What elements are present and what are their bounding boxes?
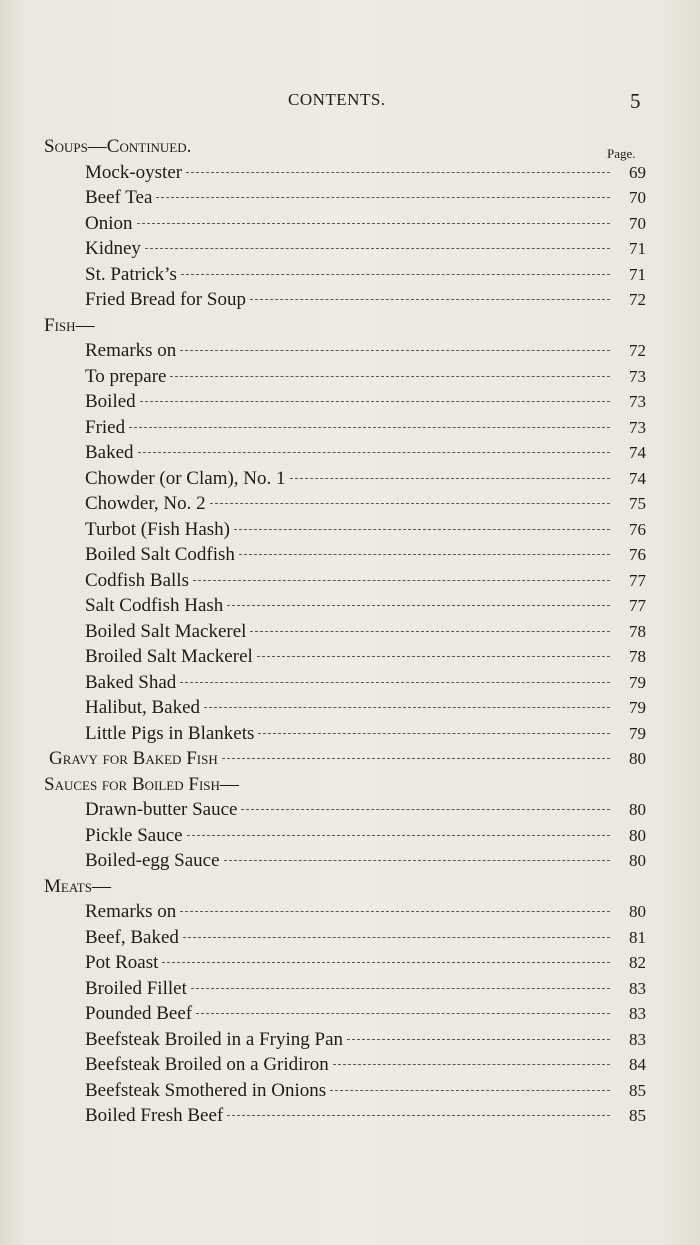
toc-entry [85, 848, 646, 873]
dot-leader [239, 554, 610, 555]
toc-entry [85, 568, 646, 593]
toc-entry-page: 85 [629, 1106, 646, 1125]
toc-entry-label: Beefsteak Broiled on a Gridiron [85, 1054, 329, 1075]
toc-entry-label: Turbot (Fish Hash) [85, 518, 230, 540]
toc-entry-page: 75 [629, 494, 646, 513]
dot-leader [162, 962, 610, 963]
toc-entry-page: 72 [629, 290, 646, 309]
toc-entry [85, 211, 646, 236]
toc-entry-page: 82 [629, 953, 646, 972]
toc-entry-page: 85 [629, 1080, 646, 1100]
dot-leader [224, 860, 610, 861]
toc-entry-page: 69 [629, 162, 646, 182]
toc-entry-label: Fried Bread for Soup [85, 289, 246, 310]
toc-entry-page: 73 [629, 392, 646, 411]
toc-entry-page: 70 [629, 213, 646, 233]
dot-leader [347, 1039, 610, 1040]
toc-entry-page: 77 [629, 596, 646, 615]
running-head [0, 90, 700, 116]
toc-entry [85, 823, 646, 848]
toc-entry-page: 78 [629, 621, 646, 641]
toc-entry-page: 79 [629, 672, 646, 692]
toc-entry-label: Boiled Salt Mackerel [85, 620, 247, 642]
dot-leader [187, 835, 610, 836]
toc-entry-label: Beefsteak Broiled in a Frying Pan [85, 1028, 344, 1050]
toc-entry-label: Halibut, Baked [85, 697, 201, 718]
toc-entry-page: 73 [629, 366, 646, 386]
dot-leader [227, 605, 610, 606]
toc-entry [85, 262, 646, 287]
dot-leader [181, 274, 610, 275]
dot-leader [129, 427, 610, 428]
toc-entry [85, 593, 646, 618]
dot-leader [257, 656, 610, 657]
toc-entry-label: Boiled Fresh Beef [85, 1105, 224, 1126]
toc-entry-page: 76 [629, 545, 646, 564]
toc-entry-label: Pounded Beef [85, 1003, 193, 1024]
toc-entry-label: Boiled [85, 391, 136, 412]
section-heading: Fish— [44, 314, 95, 336]
dot-leader [258, 733, 610, 734]
toc-entry-label: Boiled-egg Sauce [85, 850, 220, 871]
dot-leader [227, 1115, 610, 1116]
toc-entry-page: 71 [629, 239, 646, 258]
dot-leader [156, 197, 610, 198]
toc-entry-label: Onion [85, 212, 133, 234]
toc-entry-label: Fried [85, 416, 126, 438]
dot-leader [290, 478, 610, 479]
toc-entry-page: 80 [629, 851, 646, 870]
dot-leader [140, 401, 610, 402]
toc-entry [85, 466, 646, 491]
toc-entry-label: Baked [85, 442, 134, 463]
toc-entry-label: Little Pigs in Blankets [85, 722, 255, 744]
toc-entry-label: Chowder (or Clam), No. 1 [85, 467, 286, 489]
toc-entry-label: Chowder, No. 2 [85, 493, 206, 514]
dot-leader [210, 503, 610, 504]
section-heading: Sauces for Boiled Fish— [44, 773, 239, 795]
toc-entry-label: Mock-oyster [85, 161, 183, 183]
toc-entry-page: 79 [629, 698, 646, 717]
dot-leader [137, 223, 611, 224]
dot-leader [138, 452, 610, 453]
toc-entry-label: Remarks on [85, 901, 177, 922]
dot-leader [204, 707, 610, 708]
toc-entry-label: Beef, Baked [85, 926, 179, 948]
toc-entry-label: Drawn-butter Sauce [85, 799, 238, 820]
toc-entry [85, 695, 646, 720]
toc-entry-page: 81 [629, 927, 646, 947]
dot-leader [180, 350, 610, 351]
toc-entry-label: Beef Tea [85, 187, 153, 208]
toc-entry-label: Broiled Fillet [85, 977, 187, 999]
dot-leader [234, 529, 610, 530]
toc-entry-label: Codfish Balls [85, 569, 189, 591]
toc-entry [85, 925, 646, 950]
toc-entry-page: 76 [629, 519, 646, 539]
toc-entry [85, 899, 646, 924]
toc-entry [85, 185, 646, 210]
dot-leader [250, 631, 610, 632]
toc-entry [85, 619, 646, 644]
toc-entry-label: Beefsteak Smothered in Onions [85, 1079, 327, 1101]
toc-entry-label: Kidney [85, 238, 141, 259]
page-title: CONTENTS. [288, 90, 386, 109]
toc-entry-page: 80 [629, 749, 646, 768]
dot-leader [191, 988, 610, 989]
toc-entry-label: Remarks on [85, 340, 177, 361]
page-number: 5 [630, 89, 641, 113]
dot-leader [145, 248, 610, 249]
toc-entry [85, 287, 646, 312]
toc-entry [85, 415, 646, 440]
toc-entry-page: 77 [629, 570, 646, 590]
dot-leader [196, 1013, 610, 1014]
toc-entry-page: 80 [629, 902, 646, 921]
dot-leader [186, 172, 610, 173]
section-heading: Meats— [44, 875, 111, 897]
toc-entry [85, 440, 646, 465]
dot-leader [222, 758, 610, 759]
toc-entry-page: 84 [629, 1055, 646, 1074]
toc-entry [85, 236, 646, 261]
toc-entry [85, 644, 646, 669]
toc-entry-label: Broiled Salt Mackerel [85, 646, 253, 667]
toc-entry-page: 83 [629, 1029, 646, 1049]
toc-entry-label: Baked Shad [85, 671, 177, 693]
toc-entry [85, 364, 646, 389]
page-column-label: Page. [607, 146, 636, 161]
toc-entry-page: 83 [629, 1004, 646, 1023]
toc-entry [85, 338, 646, 363]
toc-entry [85, 389, 646, 414]
toc-entry-label: To prepare [85, 365, 167, 387]
dot-leader [183, 937, 610, 938]
toc-entry [85, 491, 646, 516]
dot-leader [180, 911, 610, 912]
dot-leader [170, 376, 610, 377]
toc-entry [85, 1052, 646, 1077]
toc-entry-label: Pot Roast [85, 952, 159, 973]
toc-entry [85, 1078, 646, 1103]
toc-entry [85, 1001, 646, 1026]
toc-entry [85, 950, 646, 975]
toc-entry [85, 1103, 646, 1128]
toc-entry-page: 83 [629, 978, 646, 998]
toc-entry [85, 721, 646, 746]
toc-entry-label: St. Patrick’s [85, 263, 177, 285]
toc-entry [85, 670, 646, 695]
toc-entry [85, 797, 646, 822]
section-heading: Soups—Continued. [44, 136, 192, 157]
toc-entry-page: 80 [629, 800, 646, 819]
dot-leader [180, 682, 610, 683]
toc-entry [85, 160, 646, 185]
toc-entry-page: 74 [629, 468, 646, 488]
toc-entry [85, 517, 646, 542]
dot-leader [241, 809, 610, 810]
toc-entry-page: 79 [629, 723, 646, 743]
toc-entry [85, 1027, 646, 1052]
toc-entry-page: 70 [629, 188, 646, 207]
toc-entry-page: 78 [629, 647, 646, 666]
dot-leader [250, 299, 610, 300]
toc-entry-label: Boiled Salt Codfish [85, 544, 235, 565]
toc-entry-page: 74 [629, 443, 646, 462]
toc-entry [85, 542, 646, 567]
toc-entry-page: 73 [629, 417, 646, 437]
dot-leader [333, 1064, 610, 1065]
toc-entry-label: Pickle Sauce [85, 824, 183, 846]
toc-entry-page: 80 [629, 825, 646, 845]
dot-leader [330, 1090, 610, 1091]
toc-entry-label: Gravy for Baked Fish [49, 748, 218, 769]
toc-entry-page: 71 [629, 264, 646, 284]
toc-entry [49, 746, 646, 771]
toc-entry-page: 72 [629, 341, 646, 360]
toc-entry [85, 976, 646, 1001]
dot-leader [193, 580, 610, 581]
toc-entry-label: Salt Codfish Hash [85, 595, 224, 616]
